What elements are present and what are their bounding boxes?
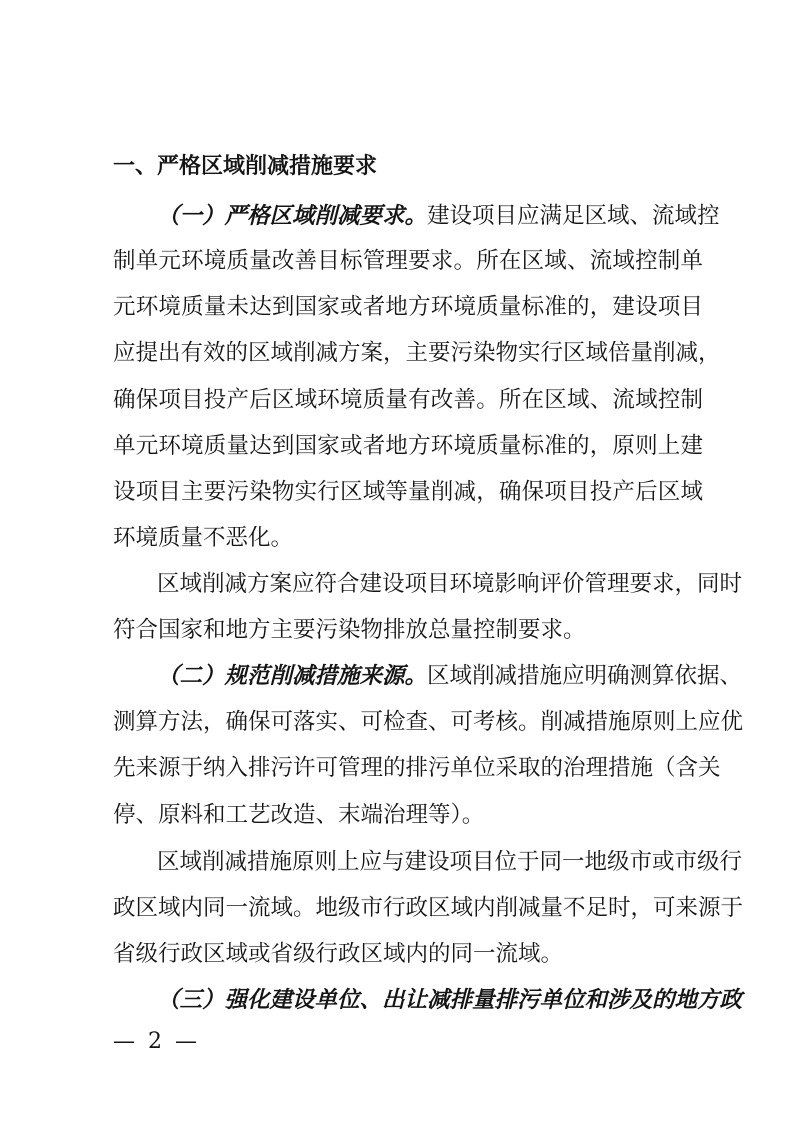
- para1-line-7: 设项目主要污染物实行区域等量削减，确保项目投产后区域: [113, 479, 703, 505]
- para4-line-2: 政区域内同一流域。地级市行政区域内削减量不足时，可来源于: [113, 895, 744, 921]
- para1-text: 建设项目应满足区域、流域控: [427, 203, 720, 229]
- para2-line-1: 区域削减方案应符合建设项目环境影响评价管理要求，同时: [157, 571, 743, 597]
- para4-line-3: 省级行政区域或省级行政区域内的同一流域。: [113, 941, 564, 967]
- para3-line-4: 停、原料和工艺改造、末端治理等）。: [113, 802, 485, 828]
- section-heading: 一、严格区域削减措施要求: [113, 154, 378, 179]
- para3-line-2: 测算方法，确保可落实、可检查、可考核。削减措施原则上应优: [113, 709, 744, 735]
- page-number: — 2 —: [113, 1029, 200, 1054]
- para5-line-1: （三）强化建设单位、出让减排量排污单位和涉及的地方政: [157, 987, 743, 1013]
- para3-label: （二）规范削减措施来源。: [157, 663, 428, 689]
- para1-line-6: 单元环境质量达到国家或者地方环境质量标准的，原则上建: [113, 433, 703, 459]
- para3-line-3: 先来源于纳入排污许可管理的排污单位采取的治理措施（含关: [113, 755, 721, 781]
- para1-line-4: 应提出有效的区域削减方案，主要污染物实行区域倍量削减，: [113, 340, 721, 366]
- para3-line-1: [157, 656, 743, 696]
- para1-line-2: 制单元环境质量改善目标管理要求。所在区域、流域控制单: [113, 248, 703, 274]
- para1-line-3: 元环境质量未达到国家或者地方环境质量标准的，建设项目: [113, 294, 703, 320]
- para3-text: 区域削减措施应明确测算依据、: [427, 663, 743, 689]
- para1-label: （一）严格区域削减要求。: [157, 203, 428, 229]
- para4-line-1: 区域削减措施原则上应与建设项目位于同一地级市或市级行: [157, 849, 743, 875]
- para2-line-2: 符合国家和地方主要污染物排放总量控制要求。: [113, 617, 586, 643]
- para1-line-8: 环境质量不恶化。: [113, 525, 294, 551]
- para1-line-5: 确保项目投产后区域环境质量有改善。所在区域、流域控制: [113, 387, 703, 413]
- para1-line-1: [157, 196, 720, 236]
